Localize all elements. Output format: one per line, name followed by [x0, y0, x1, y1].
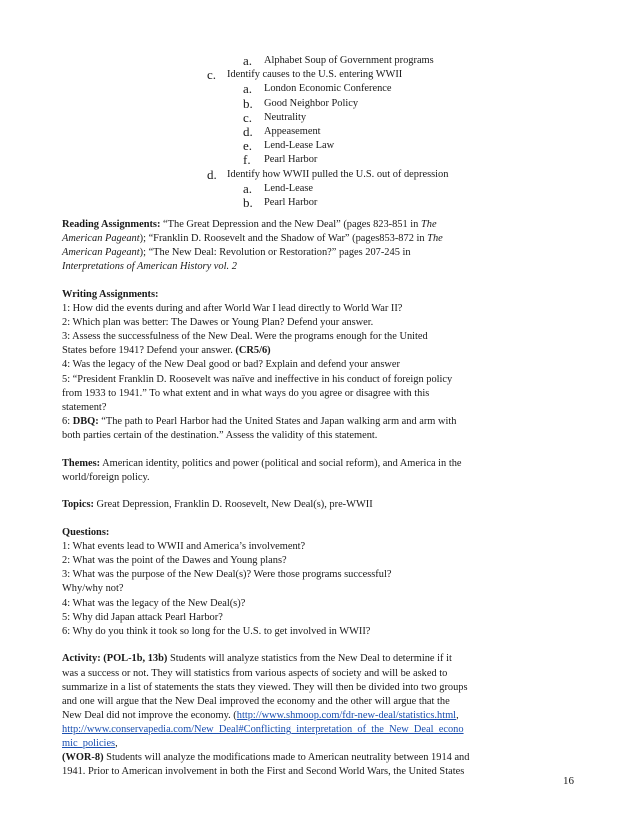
questions: Questions: 1: What events lead to WWII and America’s involvement? 2: What was the point of the Dawes and Young plans? 3: What was the purpose of the New Deal(s)? Were those programs successful? Why/why not? 4: What was the legacy of the New Deal(s)? 5: Why did Japan attack Pearl Harbor? 6: Why do you think it took so long for the U.S. to get involved in WWII? — [62, 526, 582, 639]
outline-text: Alphabet Soup of Government programs — [264, 55, 434, 66]
outline-marker: f. — [243, 152, 251, 168]
topic-outline — [0, 54, 638, 210]
themes: Themes: American identity, politics and power (political and social reform), and America in the world/foreign policy. — [62, 457, 462, 483]
topics-label: Topics: — [62, 499, 94, 511]
outline-text: Identify how WWII pulled the U.S. out of depression — [227, 168, 449, 180]
outline-text: Identify causes to the U.S. entering WWII — [227, 69, 403, 81]
outline-item — [0, 97, 638, 111]
outline-marker: a. — [243, 81, 253, 97]
outline-marker: a. — [243, 180, 253, 196]
reading-label: Reading Assignments: — [62, 219, 161, 230]
outline-text: Pearl Harbor — [264, 196, 318, 208]
wor-code: (WOR-8) — [62, 752, 104, 764]
outline-text: Lend-Lease — [264, 182, 314, 194]
outline-marker: d. — [207, 166, 217, 182]
outline-marker: c. — [243, 109, 253, 125]
questions-label: Questions: — [62, 527, 110, 539]
page-number: 16 — [563, 775, 574, 787]
outline-item — [0, 125, 638, 139]
topics: Topics: Great Depression, Franklin D. Roosevelt, New Deal(s), pre-WWII — [62, 499, 373, 511]
outline-marker: d. — [243, 123, 253, 139]
outline-text: Lend-Lease Law — [264, 140, 335, 152]
outline-item — [0, 153, 638, 167]
outline-text: Appeasement — [264, 125, 321, 137]
reading-assignments: Reading Assignments: “The Great Depression and the New Deal” (pages 823-851 in The American Pageant); “Franklin D. Roosevelt and the Shadow of War” (pages853-872 in The American Pageant); “The New Deal: Revolution or Restoration?” pages 207-245 in Interpretations of American History vol. 2 — [62, 219, 443, 273]
outline-text: London Economic Conference — [264, 83, 392, 95]
outline-marker: c. — [207, 67, 217, 83]
writing-label: Writing Assignments: — [62, 288, 159, 300]
outline-marker: a. — [243, 53, 253, 68]
outline-item — [0, 68, 638, 82]
outline-item — [0, 54, 638, 68]
outline-marker: e. — [243, 138, 253, 154]
conservapedia-link[interactable]: http://www.conservapedia.com/New_Deal#Conflicting_interpretation_of_the_New_Deal_econo — [62, 723, 464, 735]
document-body — [62, 218, 582, 793]
outline-item — [0, 82, 638, 96]
outline-marker: b. — [243, 194, 253, 210]
activity-label: Activity: (POL-1b, 13b) — [62, 653, 168, 665]
conservapedia-link-continued[interactable]: mic_policies — [62, 737, 116, 749]
activity: Activity: (POL-1b, 13b) Students will analyze statistics from the New Deal to determine if it was a success or not. They will statistics from various aspects of society and will be asked to summarize in a list of statements the stats they viewed. They will then be divided into two groups and one will argue that the New Deal improved the economy and the other will argue that the New Deal did not improve the economy. (http://www.shmoop.com/fdr-new-deal/statistics.html, http://www.conservapedia.com/New_Deal#Conflicting_interpretation_of_the_New_Deal_econo mic_policies, (WOR-8) Students will analyze the modifications made to American neutrality between 1914 and 1941. Prior to American involvement in both the First and Second World Wars, the United States — [62, 653, 470, 778]
outline-text: Pearl Harbor — [264, 154, 318, 166]
outline-marker: b. — [243, 95, 253, 111]
writing-assignments: Writing Assignments: 1: How did the events during and after World War I lead directly to World War II? 2: Which plan was better: The Dawes or Young Plan? Defend your answer. 3: Assess the successfulness of the New Deal. Were the programs enough for the United States before 1941? Defend your answer. (CR5/6) 4: Was the legacy of the New Deal good or bad? Explain and defend your answer 5: “President Franklin D. Roosevelt was naïve and ineffective in his conduct of foreign policy from 1933 to 1941.” To what extent and in what ways do you agree or disagree with this statement? 6: DBQ: “The path to Pearl Harbor had the United States and Japan walking arm and arm with both parties certain of the destination.” Assess the validity of this statement. — [62, 288, 582, 443]
outline-item — [0, 168, 638, 182]
outline-item — [0, 196, 638, 210]
themes-label: Themes: — [62, 457, 101, 469]
outline-item — [0, 139, 638, 153]
outline-text: Good Neighbor Policy — [264, 97, 359, 109]
shmoop-link[interactable]: http://www.shmoop.com/fdr-new-deal/statistics.html — [236, 709, 457, 721]
outline-item — [0, 111, 638, 125]
outline-text: Neutrality — [264, 111, 307, 123]
outline-item — [0, 182, 638, 196]
